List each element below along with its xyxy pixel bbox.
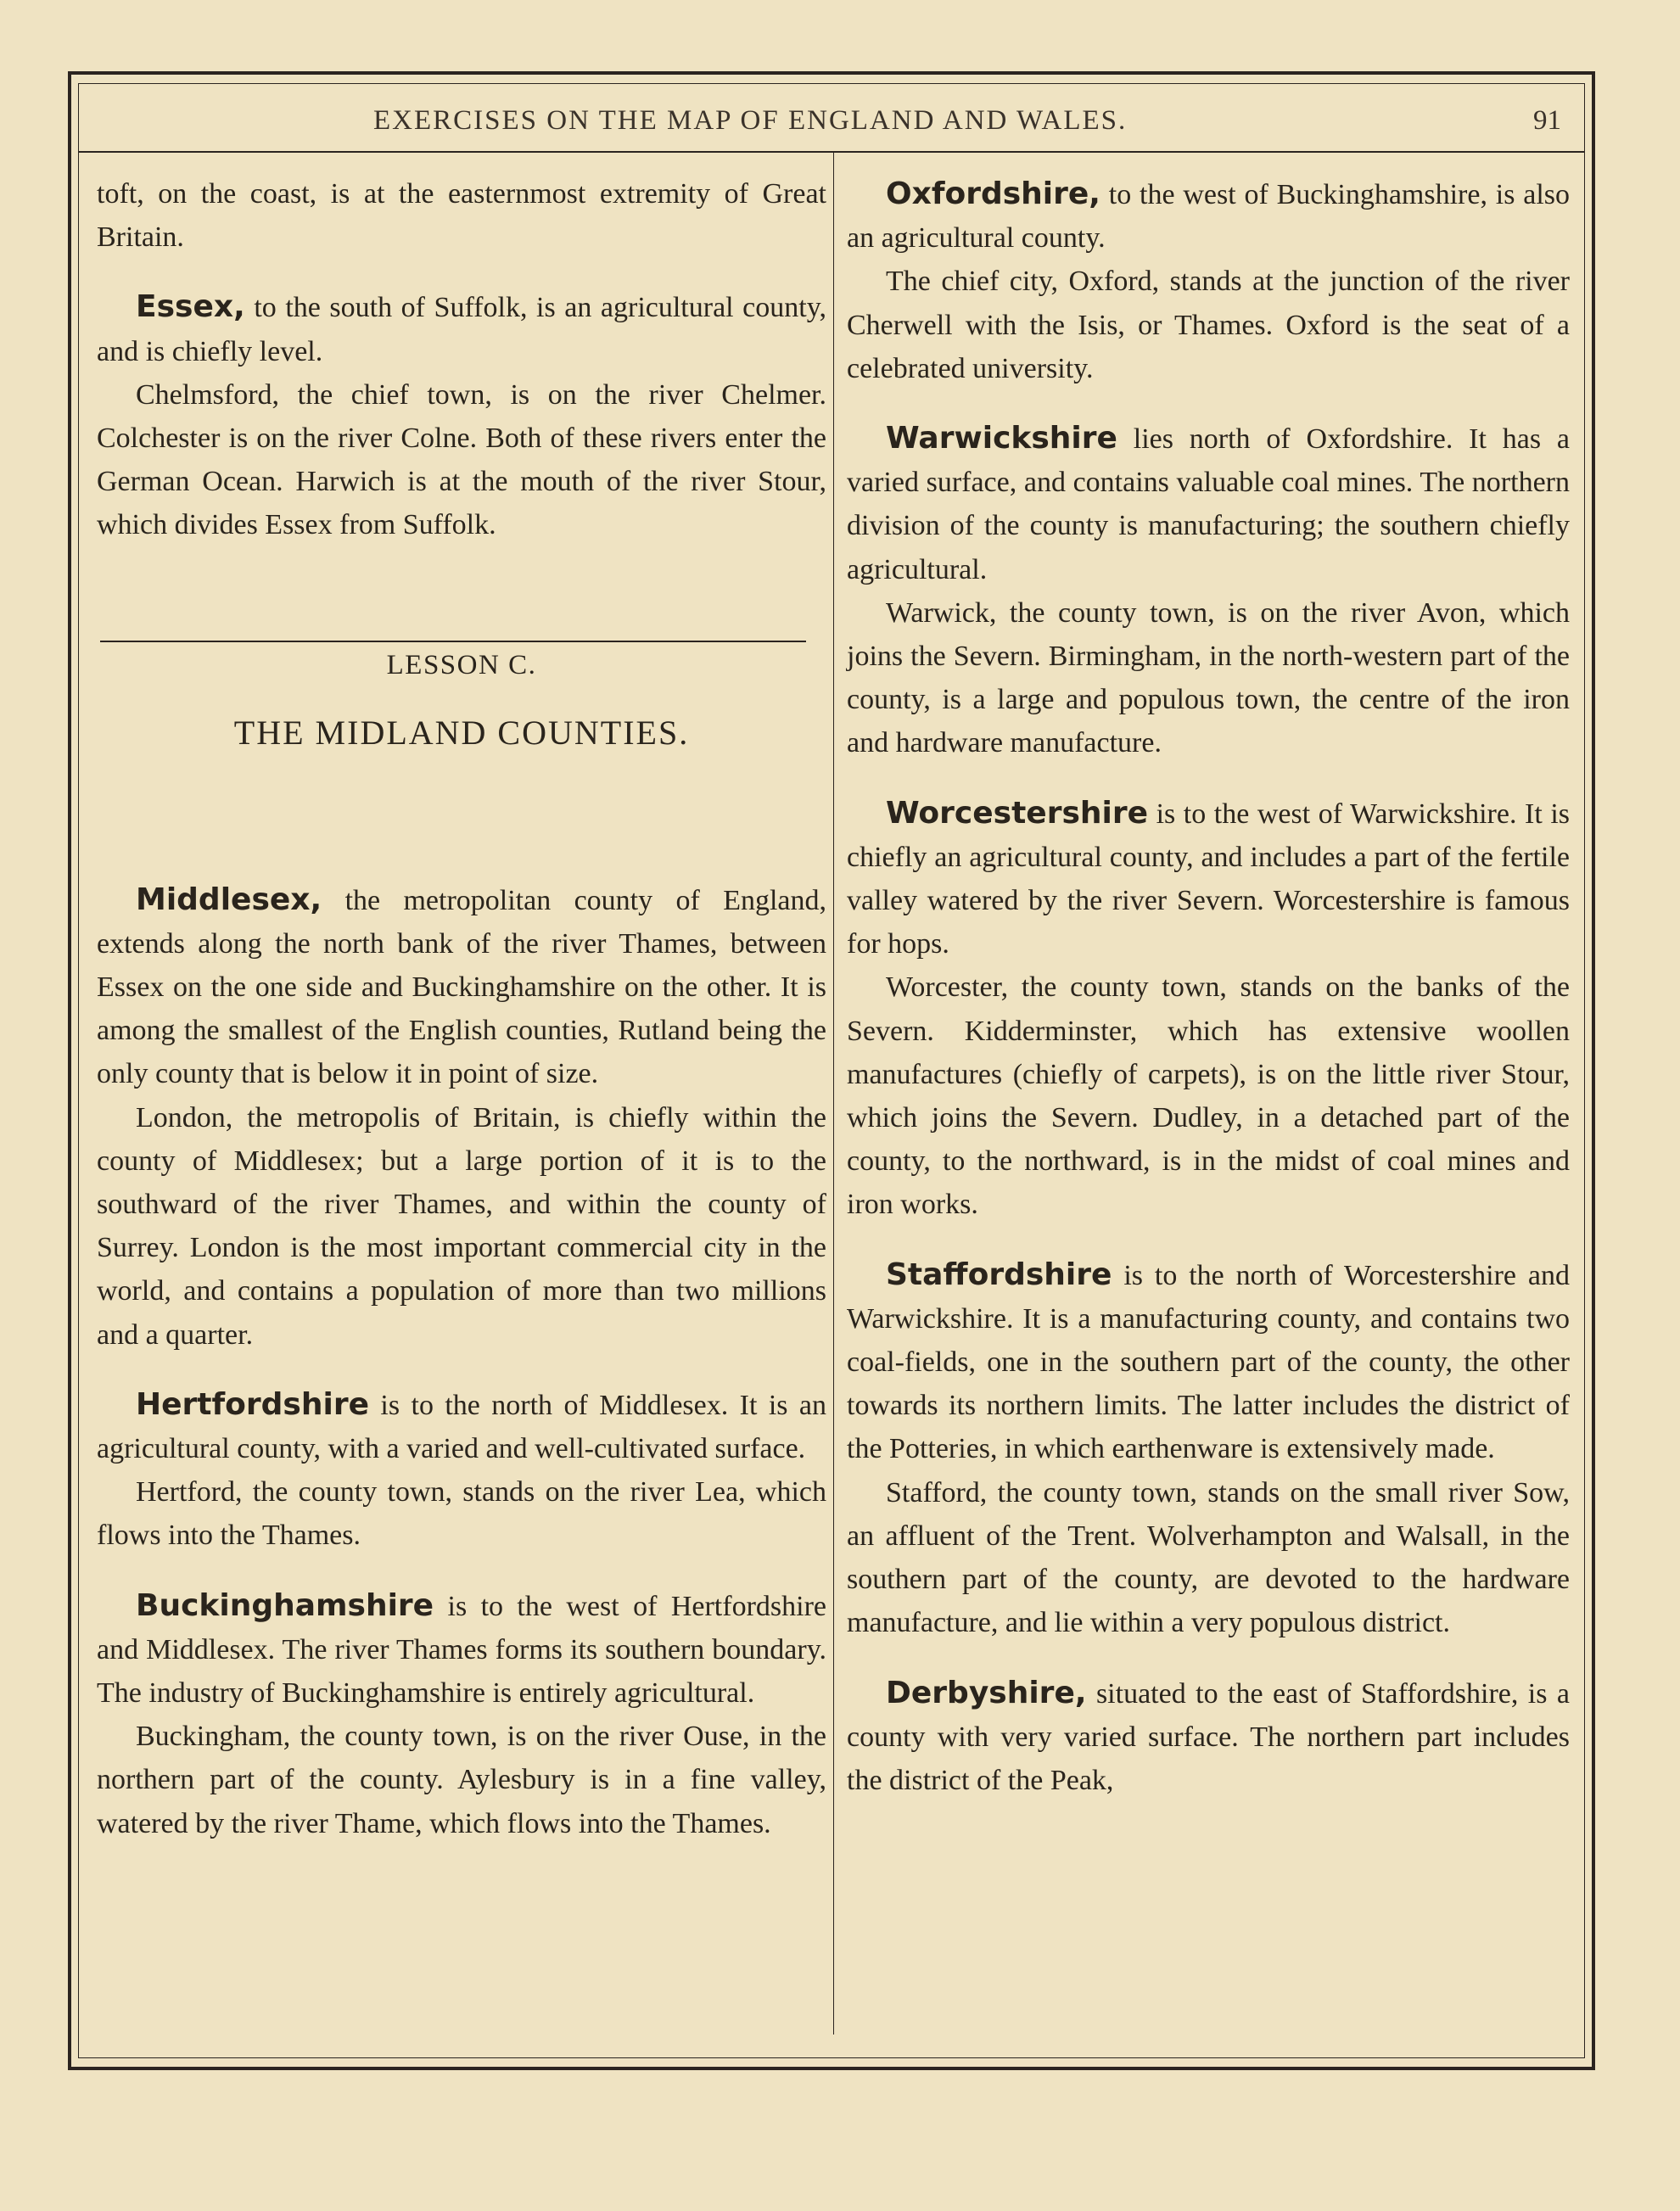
header-rule [78, 151, 1585, 153]
essex-paragraph-2: Chelmsford, the chief town, is on the river Chelmer. Colchester is on the river Colne. Both of these rivers enter the German Ocean. Harwich is at the mouth of the river Stour, which divides Essex from Suffolk. [97, 378, 826, 541]
staffordshire-paragraph [847, 1253, 1570, 1471]
section-title: THE MIDLAND COUNTIES. [233, 713, 690, 752]
buckinghamshire-heading: Buckinghamshire [136, 1587, 434, 1623]
middlesex-paragraph [97, 878, 826, 1096]
hertfordshire-heading: Hertfordshire [136, 1386, 369, 1422]
essex-heading: Essex, [136, 289, 245, 325]
hertfordshire-text: is to the north of Middlesex. It is an agricultural county, with a varied and well-cultivated surface. [97, 1389, 826, 1465]
continuation-paragraph: toft, on the coast, is at the easternmost extremity of Great Britain. [97, 178, 826, 254]
worcestershire-heading: Worcestershire [886, 795, 1149, 831]
right-column [847, 172, 1570, 1802]
middlesex-heading: Middlesex, [136, 882, 322, 917]
column-divider [833, 153, 834, 2035]
middlesex-paragraph-2: London, the metropolis of Britain, is chiefly within the county of Middlesex; but a large portion of it is to the southward of the river Thames, and within the county of Surrey. London is the most important commercial city in the world, and contains a population of more than two millions and a quarter. [97, 1101, 826, 1351]
left-column [97, 172, 826, 1845]
page-number: 91 [1533, 105, 1561, 136]
middlesex-text: the metropolitan county of England, extends along the north bank of the river Thames, between Essex on the one side and Buckinghamshire on the other. It is among the smallest of the English counties, Rutland being the only county that is below it in point of size. [97, 884, 826, 1090]
warwickshire-paragraph-2: Warwick, the county town, is on the river Avon, which joins the Severn. Birmingham, in the north-western part of the county, is a large and populous town, the centre of the iron and hardware manufacture. [847, 596, 1570, 759]
worcestershire-text: is to the west of Warwickshire. It is chiefly an agricultural county, and includes a part of the fertile valley watered by the river Severn. Worcestershire is famous for hops. [847, 798, 1570, 960]
warwickshire-paragraph [847, 417, 1570, 591]
oxfordshire-paragraph [847, 172, 1570, 260]
lesson-label: LESSON C. [386, 649, 537, 680]
derbyshire-paragraph [847, 1671, 1570, 1803]
derbyshire-text: situated to the east of Staffordshire, is a county with very varied surface. The northern part includes the district of the Peak, [847, 1677, 1570, 1796]
buckinghamshire-paragraph-2: Buckingham, the county town, is on the river Ouse, in the northern part of the county. Aylesbury is in a fine valley, watered by the river Thame, which flows into the Thames. [97, 1721, 826, 1839]
worcestershire-paragraph [847, 792, 1570, 966]
hertfordshire-paragraph [97, 1383, 826, 1470]
oxfordshire-heading: Oxfordshire, [886, 176, 1100, 211]
running-head: EXERCISES ON THE MAP OF ENGLAND AND WALES. [373, 105, 1128, 136]
buckinghamshire-text: is to the west of Hertfordshire and Middlesex. The river Thames forms its southern boundary. The industry of Buckinghamshire is entirely agricultural. [97, 1590, 826, 1710]
essex-paragraph [97, 285, 826, 372]
warwickshire-text: lies north of Oxfordshire. It has a varied surface, and contains valuable coal mines. The northern division of the county is manufacturing; the southern chiefly agricultural. [847, 423, 1570, 585]
oxfordshire-paragraph-2: The chief city, Oxford, stands at the junction of the river Cherwell with the Isis, or Thames. Oxford is the seat of a celebrated university. [847, 266, 1570, 384]
essex-text: to the south of Suffolk, is an agricultural county, and is chiefly level. [97, 292, 826, 367]
oxfordshire-text: to the west of Buckinghamshire, is also an agricultural county. [847, 179, 1570, 255]
staffordshire-paragraph-2: Stafford, the county town, stands on the small river Sow, an affluent of the Trent. Wolverhampton and Walsall, in the southern part of the county, are devoted to the hardware manufacture, and lie within a very populous district. [847, 1476, 1570, 1639]
warwickshire-heading: Warwickshire [886, 421, 1117, 456]
hertfordshire-paragraph-2: Hertford, the county town, stands on the river Lea, which flows into the Thames. [97, 1476, 826, 1552]
staffordshire-text: is to the north of Worcestershire and Warwickshire. It is a manufacturing county, and contains two coal-fields, one in the southern part of the county, the other towards its northern limits. The latter includes the district of the Potteries, in which earthenware is extensively made. [847, 1259, 1570, 1465]
worcestershire-paragraph-2: Worcester, the county town, stands on the banks of the Severn. Kidderminster, which has extensive woollen manufactures (chiefly of carpets), is on the little river Stour, which joins the Severn. Dudley, in a detached part of the county, to the northward, is in the midst of coal mines and iron works. [847, 971, 1570, 1221]
buckinghamshire-paragraph [97, 1584, 826, 1716]
derbyshire-heading: Derbyshire, [886, 1675, 1087, 1710]
lesson-heading-block [97, 547, 826, 878]
staffordshire-heading: Staffordshire [886, 1257, 1112, 1292]
